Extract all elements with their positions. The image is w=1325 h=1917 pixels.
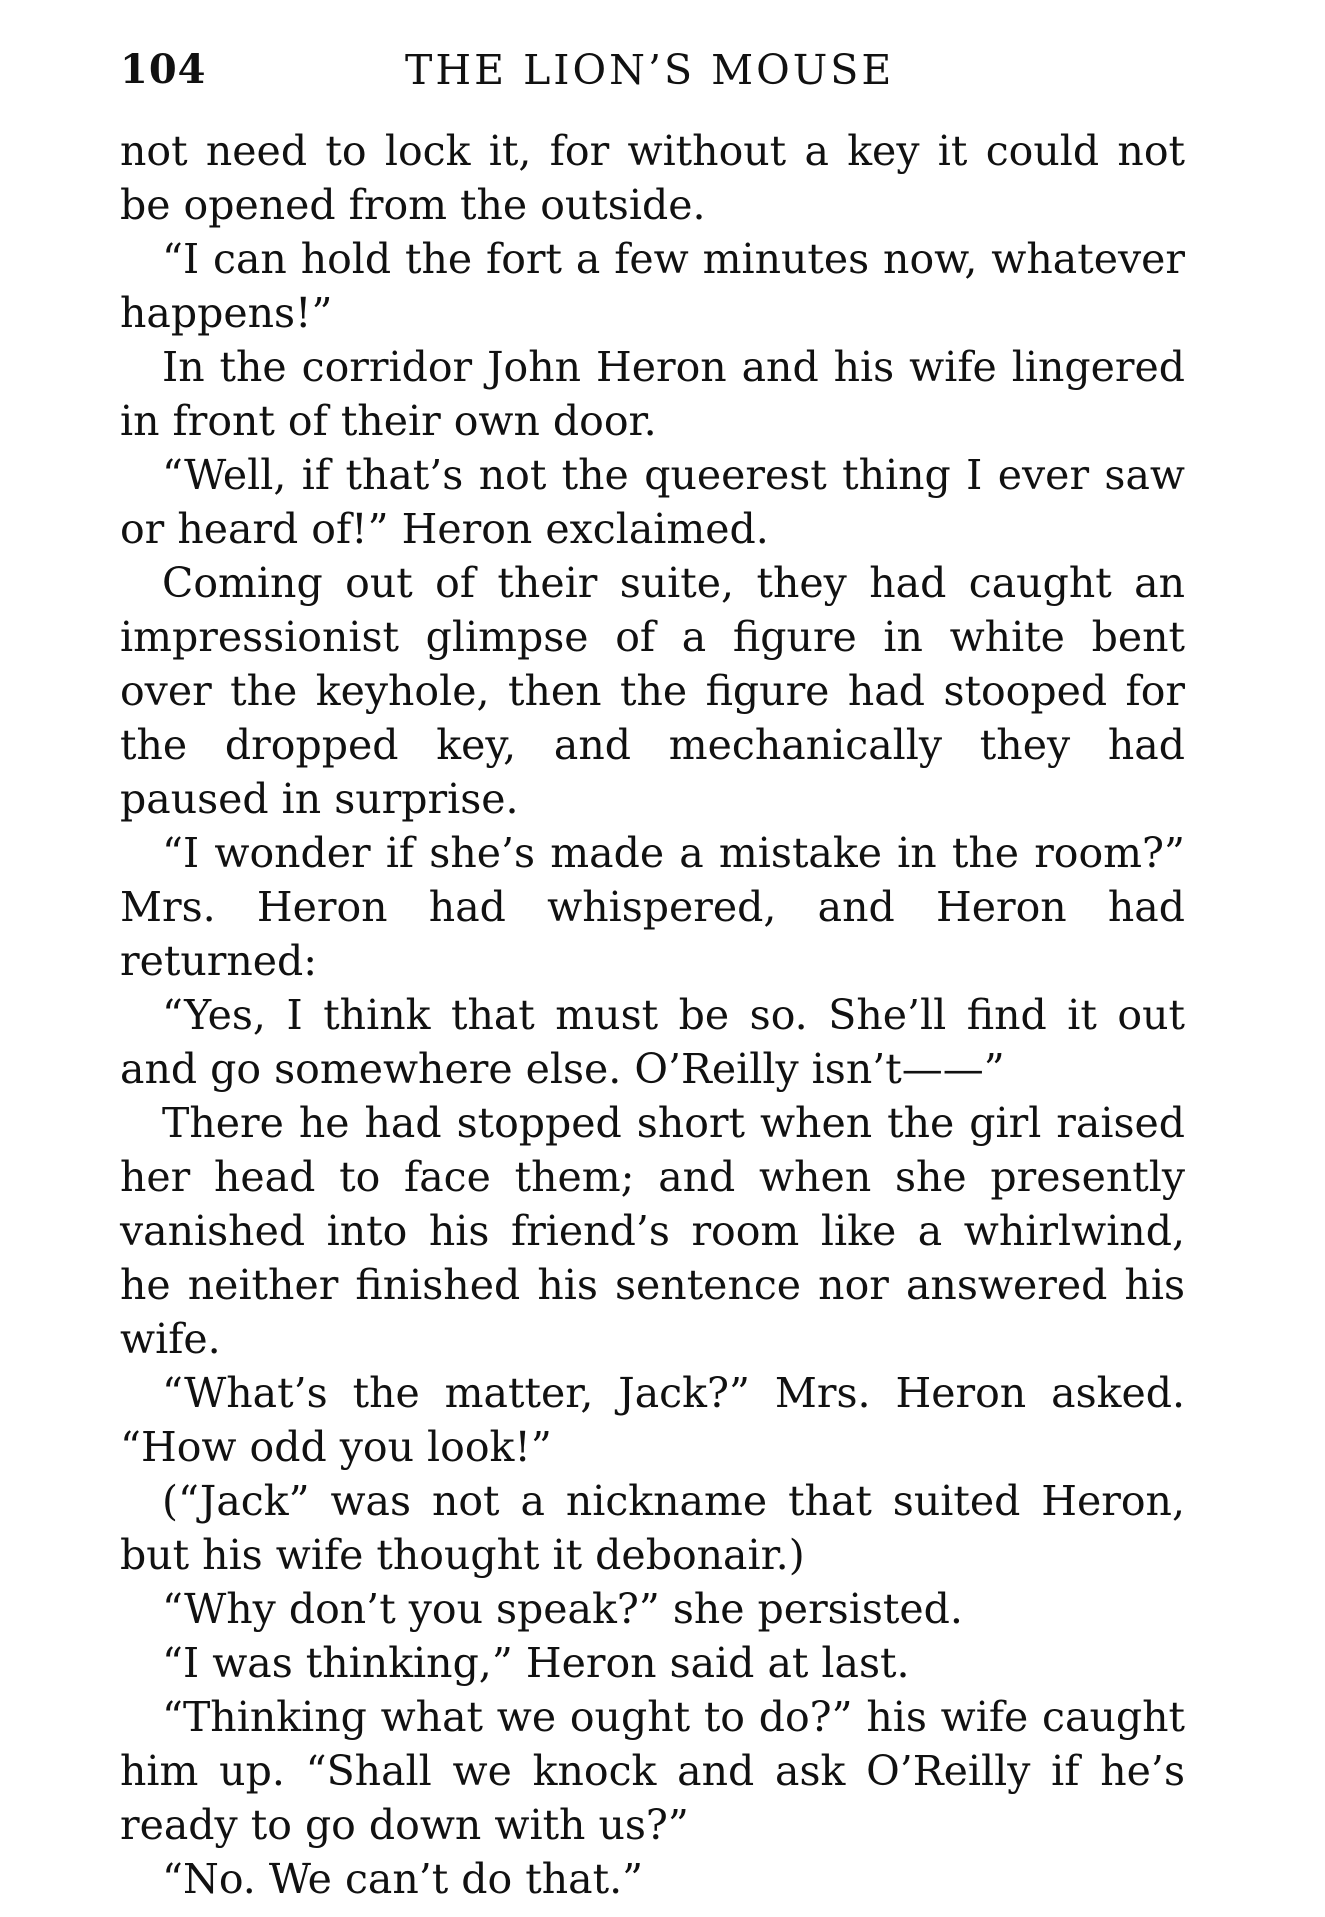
paragraph: not need to lock it, for without a key it could not be opened from the outside. (120, 127, 1185, 229)
running-head: THE LION’S MOUSE (405, 46, 895, 94)
paragraph: “I can hold the fort a few minutes now, whatever happens!” (120, 235, 1185, 337)
body-text (120, 124, 1185, 1906)
paragraph: “I wonder if she’s made a mistake in the room?” Mrs. Heron had whispered, and Heron had returned: (120, 829, 1185, 985)
paragraph: In the corridor John Heron and his wife lingered in front of their own door. (120, 343, 1185, 445)
paragraph: “Why don’t you speak?” she persisted. (162, 1585, 963, 1633)
page-header (120, 36, 1200, 106)
paragraph: “No. We can’t do that.” (162, 1855, 644, 1903)
paragraph: “I was thinking,” Heron said at last. (162, 1639, 910, 1687)
paragraph: Coming out of their suite, they had caught an impressionist glimpse of a figure in white bent over the keyhole, then the figure had stooped for the dropped key, and mechanically they had paused in surprise. (120, 559, 1185, 823)
paragraph: “What’s the matter, Jack?” Mrs. Heron asked. “How odd you look!” (120, 1369, 1185, 1471)
paragraph: (“Jack” was not a nickname that suited Heron, but his wife thought it debonair.) (120, 1477, 1185, 1579)
page-number: 104 (120, 46, 207, 93)
paragraph: “Thinking what we ought to do?” his wife caught him up. “Shall we knock and ask O’Reilly if he’s ready to go down with us?” (120, 1693, 1185, 1849)
paragraph: “Well, if that’s not the queerest thing I ever saw or heard of!” Heron exclaimed. (120, 451, 1185, 553)
paragraph: “Yes, I think that must be so. She’ll find it out and go somewhere else. O’Reilly isn’t——” (120, 991, 1185, 1093)
paragraph: There he had stopped short when the girl raised her head to face them; and when she presently vanished into his friend’s room like a whirlwind, he neither finished his sentence nor answered his wife. (120, 1099, 1185, 1363)
